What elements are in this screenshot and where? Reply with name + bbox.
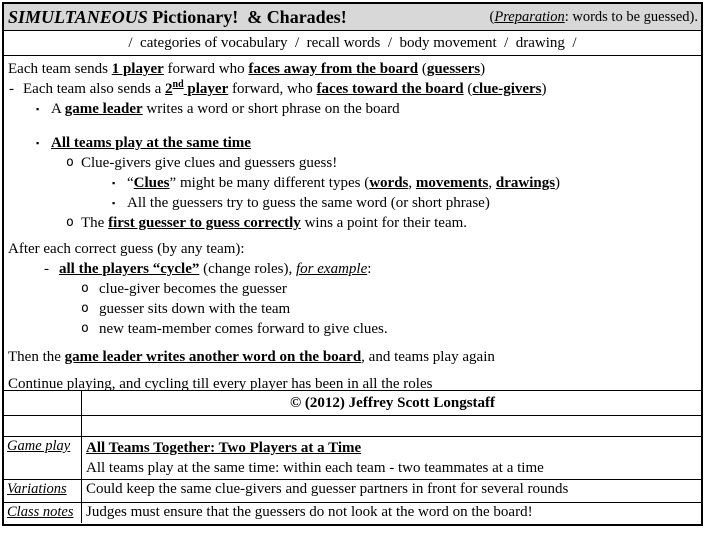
categories-text: / categories of vocabulary / recall words / body movement / drawing / <box>128 35 577 51</box>
body-line <box>4 347 701 367</box>
text-segment: 2 <box>165 81 173 97</box>
prep-word: Preparation <box>494 8 565 25</box>
text-segment: All teams play at the same time <box>51 135 251 151</box>
paragraph-spacer <box>4 339 701 347</box>
circle-bullet: o <box>66 215 74 230</box>
text-segment: Each team sends <box>8 61 112 77</box>
title-bar <box>4 4 701 31</box>
text-segment: might be many different types ( <box>176 175 370 191</box>
text-segment: nd <box>172 79 184 90</box>
text-segment: , and teams play again <box>361 349 495 365</box>
text-segment: All the guessers try to guess the same word (or short phrase) <box>127 195 490 211</box>
footer-table <box>4 391 701 523</box>
game-play-label-cell <box>4 437 82 479</box>
text-segment: Continue playing, and cycling till every player has been in all the roles <box>8 376 433 392</box>
prep-rest: : words to be guessed). <box>564 8 698 25</box>
footer-line <box>86 458 699 478</box>
circle-bullet: o <box>81 321 89 336</box>
text-segment: faces toward the board <box>316 81 464 97</box>
text-segment: : <box>367 261 372 277</box>
text-segment: player <box>183 81 229 97</box>
text-segment: drawings <box>495 175 556 191</box>
body-line <box>4 99 701 119</box>
text-segment: After each correct guess (by any team): <box>8 241 245 257</box>
class-notes-row <box>4 503 701 523</box>
circle-bullet: o <box>81 281 89 296</box>
text-segment: Could keep the same clue-givers and guesser partners in front for several rounds <box>86 481 569 497</box>
text-segment: All teams play at the same time: within each team - two teammates at a time <box>86 460 544 476</box>
text-segment: “ <box>127 175 134 191</box>
document-table <box>2 2 703 526</box>
title-simultaneous: SIMULTANEOUS <box>8 6 148 27</box>
text-segment: Each team also sends a <box>23 81 166 97</box>
body-line <box>4 133 701 153</box>
prep-paren-open: ( <box>489 8 495 25</box>
text-segment: writes a word or short phrase on the board <box>142 101 400 117</box>
text-segment: forward, who <box>228 81 317 97</box>
text-segment: Then the <box>8 349 65 365</box>
text-segment: guesser sits down with the team <box>99 301 291 317</box>
text-segment: words <box>369 175 409 191</box>
circle-bullet: o <box>66 155 74 170</box>
text-segment: forward who <box>163 61 249 77</box>
empty-row <box>4 416 701 437</box>
footer-line <box>86 481 699 498</box>
text-segment: movements <box>415 175 489 191</box>
text-segment: Judges must ensure that the guessers do not look at the word on the board! <box>86 504 533 520</box>
text-segment: game leader writes another word on the board <box>64 349 362 365</box>
footer-line <box>86 438 699 458</box>
class-notes-cell <box>82 503 701 523</box>
text-segment: clue-givers <box>472 81 542 97</box>
copyright-row-label-cell <box>4 391 82 415</box>
text-segment: (change roles), <box>199 261 297 277</box>
square-bullet: ▪ <box>112 198 116 208</box>
text-segment: faces away from the board <box>248 61 419 77</box>
game-play-row <box>4 437 701 480</box>
footer-line <box>86 504 699 521</box>
body-line <box>4 319 701 339</box>
variations-cell <box>82 480 701 502</box>
text-segment: The <box>81 215 109 231</box>
body-line <box>4 279 701 299</box>
body-line <box>4 193 701 213</box>
text-segment: 1 player <box>111 61 164 77</box>
text-segment: all the players “cycle” <box>59 261 200 277</box>
body-line <box>4 239 701 259</box>
dash-bullet: - <box>44 261 49 277</box>
paragraph-spacer <box>4 119 701 133</box>
variations-label: Variations <box>7 481 67 497</box>
body-line <box>4 79 701 99</box>
empty-row-cell <box>82 416 701 436</box>
text-segment: first guesser to guess correctly <box>108 215 301 231</box>
body-line <box>4 213 701 233</box>
categories-row <box>4 31 701 56</box>
text-segment: ) <box>541 81 547 97</box>
text-segment: , <box>488 175 496 191</box>
text-segment: ” <box>169 175 177 191</box>
body-line <box>4 299 701 319</box>
circle-bullet: o <box>81 301 89 316</box>
body-line <box>4 59 701 79</box>
text-segment: All Teams Together: Two Players at a Time <box>86 440 362 456</box>
text-segment: ) <box>480 61 486 77</box>
text-segment: A <box>51 101 65 117</box>
copyright-row <box>4 391 701 416</box>
copyright-text: © (2012) Jeffrey Scott Longstaff <box>289 395 496 411</box>
text-segment: Clues <box>133 175 170 191</box>
square-bullet: ▪ <box>36 104 40 114</box>
text-segment: for example <box>296 261 368 277</box>
text-segment: clue-giver becomes the guesser <box>99 281 287 297</box>
text-segment: ( <box>418 61 427 77</box>
rules-body <box>4 56 701 391</box>
text-segment: , <box>408 175 416 191</box>
body-line <box>4 173 701 193</box>
text-segment: guessers <box>426 61 481 77</box>
text-segment: wins a point for their team. <box>300 215 468 231</box>
text-segment: new team-member comes forward to give clues. <box>99 321 388 337</box>
text-segment: game leader <box>64 101 143 117</box>
dash-bullet: - <box>9 81 14 97</box>
variations-label-cell <box>4 480 82 502</box>
title-rest: Pictionary! & Charades! <box>147 6 347 27</box>
game-play-label: Game play <box>7 438 71 454</box>
page-title <box>8 7 347 28</box>
class-notes-label-cell <box>4 503 82 523</box>
text-segment: Clue-givers give clues and guessers guess! <box>81 155 338 171</box>
body-line <box>4 374 701 394</box>
paragraph-spacer <box>4 367 701 374</box>
square-bullet: ▪ <box>112 178 116 188</box>
game-play-cell <box>82 437 701 479</box>
square-bullet: ▪ <box>36 138 40 148</box>
preparation-note <box>490 9 699 26</box>
body-line <box>4 153 701 173</box>
body-line <box>4 259 701 279</box>
class-notes-label: Class notes <box>7 504 74 520</box>
text-segment: ) <box>555 175 561 191</box>
text-segment: ( <box>463 81 473 97</box>
variations-row <box>4 480 701 503</box>
empty-row-label-cell <box>4 416 82 436</box>
